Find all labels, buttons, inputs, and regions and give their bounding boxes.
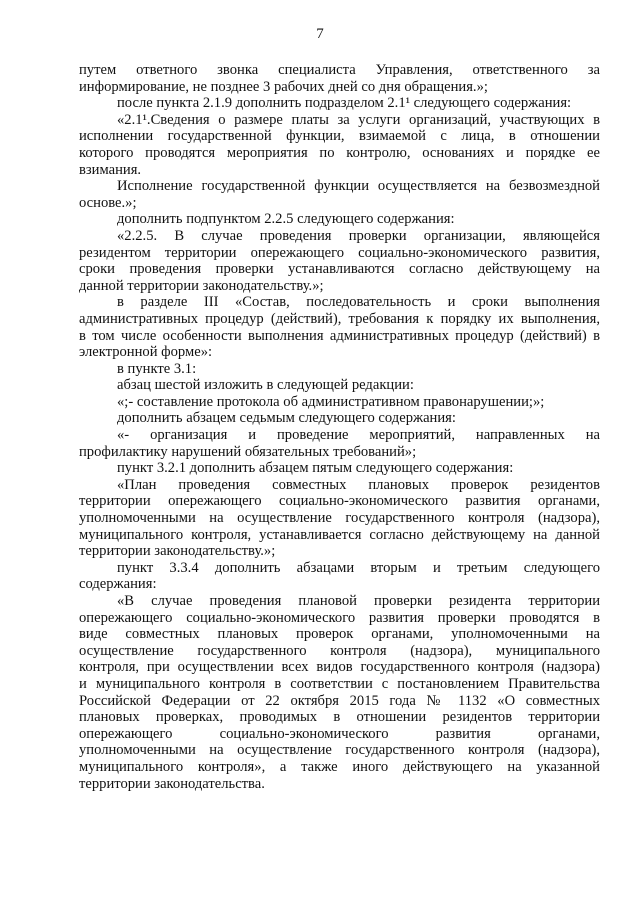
text-line: территории опережающего социально-экономического развития органами,	[79, 493, 600, 510]
paragraph	[79, 211, 600, 228]
text-line: электронной форме»:	[79, 344, 213, 361]
text-line: «В случае проведения плановой проверки резидента территории	[117, 593, 600, 609]
text-line: основе.»;	[79, 194, 137, 211]
text-line: территории законодательству.»;	[79, 543, 276, 560]
text-line: контроля, при осуществлении всех видов государственного контроля (надзора)	[79, 659, 600, 676]
text-line: абзац шестой изложить в следующей редакции:	[117, 377, 414, 394]
text-line: виде совместных плановых проверок органами, уполномоченными на	[79, 626, 600, 643]
paragraph	[79, 477, 600, 560]
text-line: информирование, не позднее 3 рабочих дней со дня обращения.»;	[79, 78, 488, 95]
paragraph	[79, 95, 600, 112]
text-line: «2.2.5. В случае проведения проверки организации, являющейся	[117, 227, 600, 244]
document-body	[79, 62, 600, 792]
paragraph	[79, 460, 600, 477]
paragraph	[79, 377, 600, 394]
page-number: 7	[316, 26, 324, 42]
text-line: сроки проведения проверки устанавливаются согласно действующему на	[79, 261, 600, 278]
paragraph	[79, 112, 600, 178]
paragraph	[79, 560, 600, 593]
text-line: взимания.	[79, 161, 142, 178]
text-line: которого проводятся мероприятия по контролю, основаниях и порядке ее	[79, 144, 600, 161]
text-line: исполнении государственной функции, взимаемой с лица, в отношении	[79, 128, 600, 145]
text-line: опережающего социально-экономического развития органами,	[79, 725, 600, 742]
paragraph	[79, 410, 600, 427]
text-line: дополнить абзацем седьмым следующего содержания:	[117, 410, 456, 427]
text-line: содержания:	[79, 576, 157, 593]
paragraph	[79, 294, 600, 360]
text-line: «- организация и проведение мероприятий, направленных на	[117, 427, 600, 444]
text-line: «;- составление протокола об административном правонарушении;»;	[117, 393, 545, 410]
text-line: резидентом территории опережающего социально-экономического развития,	[79, 244, 600, 261]
text-line: в пункте 3.1:	[117, 360, 197, 377]
text-line: пункт 3.2.1 дополнить абзацем пятым следующего содержания:	[117, 460, 514, 477]
text-line: Исполнение государственной функции осуществляется на безвозмездной	[117, 178, 600, 195]
text-line: «План проведения совместных плановых проверок резидентов	[117, 476, 600, 493]
text-line: плановых проверках, проводимых в отношении резидентов территории	[79, 709, 600, 726]
paragraph	[79, 593, 600, 792]
text-line: осуществление государственного контроля (надзора), муниципального	[79, 642, 600, 659]
paragraph	[79, 228, 600, 294]
text-line: муниципального контроля, устанавливается согласно действующему на данной	[79, 526, 600, 543]
text-line: уполномоченными на осуществление государственного контроля (надзора),	[79, 742, 600, 759]
paragraph	[79, 394, 600, 411]
text-line: профилактику нарушений обязательных требований»;	[79, 443, 417, 460]
text-line: в том числе особенности выполнения административных процедур (действий) в	[79, 327, 600, 344]
paragraph	[79, 178, 600, 211]
text-line: пункт 3.3.4 дополнить абзацами вторым и третьим следующего	[117, 559, 600, 576]
text-line: административных процедур (действий), требования к порядку их выполнения,	[79, 310, 600, 327]
text-line: Российской Федерации от 22 октября 2015 года № 1132 «О совместных	[79, 692, 600, 709]
paragraph	[79, 62, 600, 95]
text-line: уполномоченными на осуществление государственного контроля (надзора),	[79, 510, 600, 527]
paragraph	[79, 427, 600, 460]
text-line: после пункта 2.1.9 дополнить подразделом 2.1¹ следующего содержания:	[117, 95, 572, 112]
text-line: опережающего социально-экономического развития проверки проводятся в	[79, 609, 600, 626]
text-line: и муниципального контроля в соответствии с постановлением Правительства	[79, 675, 600, 692]
text-line: путем ответного звонка специалиста Управления, ответственного за	[79, 62, 600, 78]
text-line: данной территории законодательству.»;	[79, 277, 324, 294]
text-line: муниципального контроля», а также иного действующего на указанной	[79, 758, 600, 775]
text-line: «2.1¹.Сведения о размере платы за услуги организаций, участвующих в	[117, 111, 600, 128]
text-line: в разделе III «Состав, последовательность и сроки выполнения	[117, 294, 600, 311]
text-line: территории законодательства.	[79, 775, 265, 792]
paragraph	[79, 361, 600, 378]
text-line: дополнить подпунктом 2.2.5 следующего содержания:	[117, 211, 455, 228]
